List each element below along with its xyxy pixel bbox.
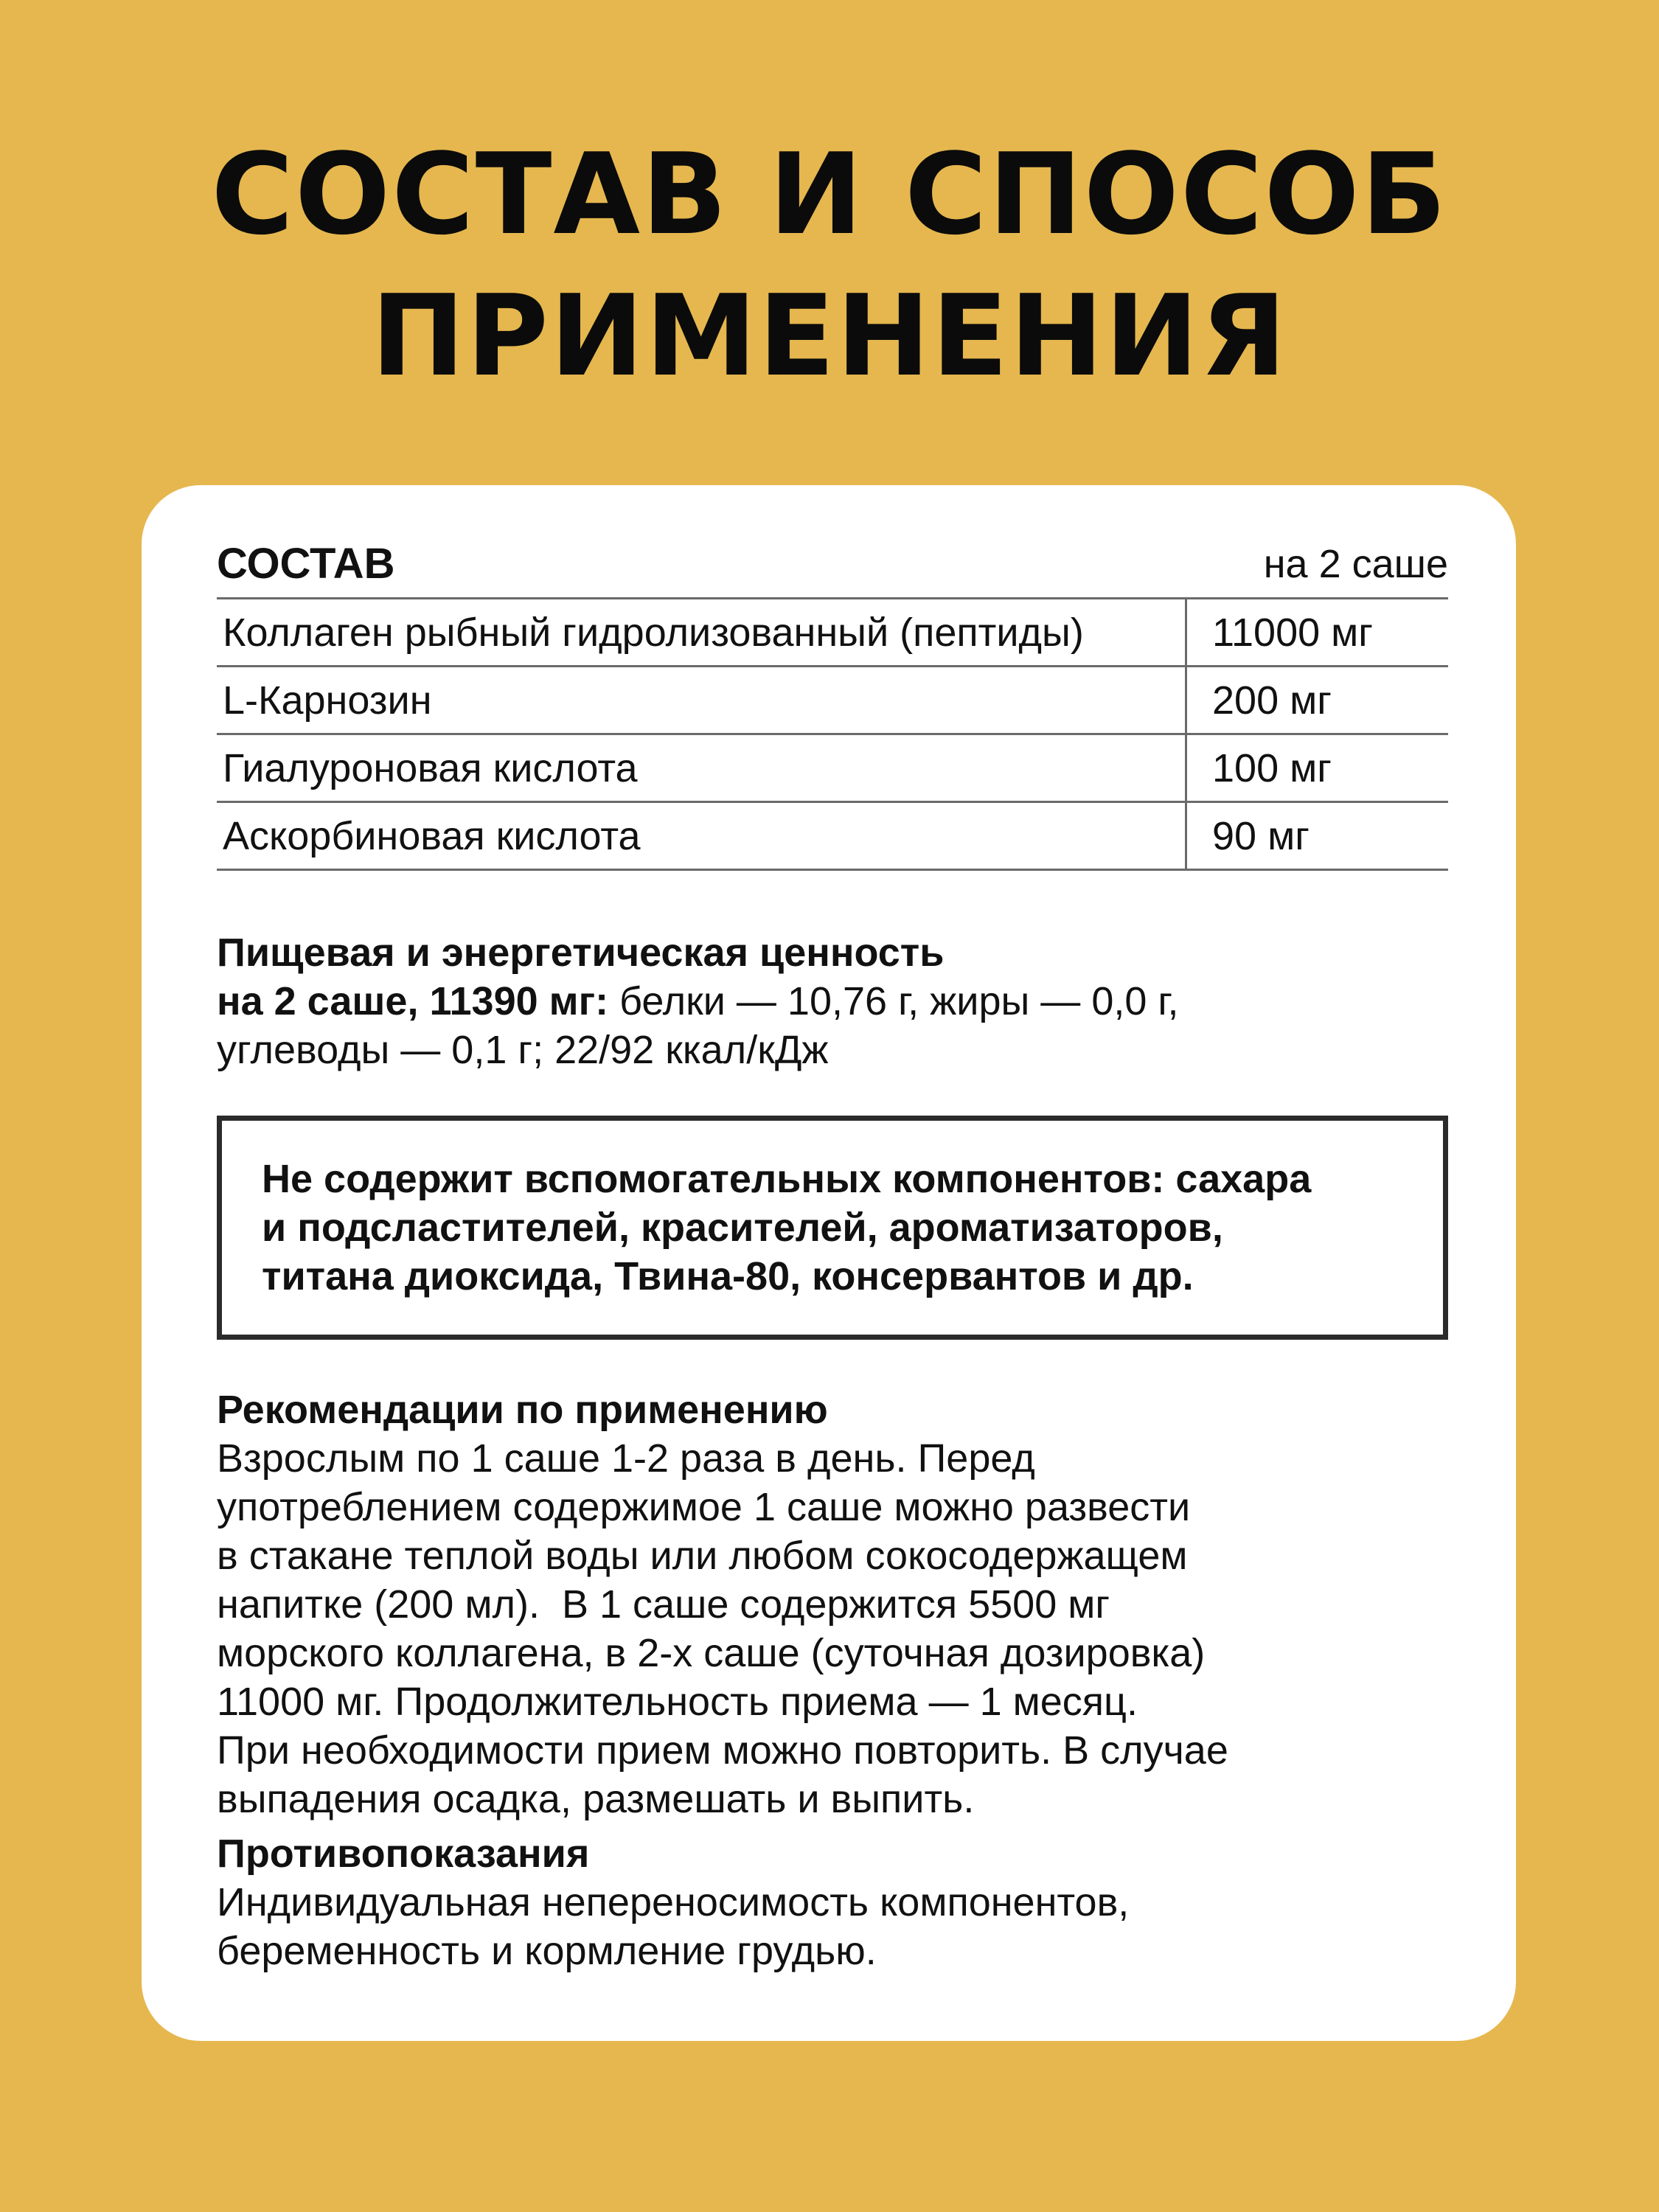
usage-line: в стакане теплой воды или любом сокосодержащем [217, 1534, 1188, 1578]
usage-line: выпадения осадка, размешать и выпить. [217, 1777, 975, 1821]
ingredient-name: Аскорбиновая кислота [217, 802, 1186, 870]
table-row [217, 802, 1448, 870]
excipients-notice [217, 1116, 1448, 1340]
ingredient-amount: 200 мг [1186, 667, 1449, 734]
table-row [217, 667, 1448, 734]
notice-line: титана диоксида, Твина-80, консервантов и др. [262, 1254, 1194, 1298]
ingredient-name: Гиалуроновая кислота [217, 734, 1186, 802]
nutrition-carbs-energy: углеводы — 0,1 г; 22/92 ккал/кДж [217, 1028, 829, 1072]
composition-heading: СОСТАВ [217, 540, 395, 588]
contraindications-text [217, 1878, 1448, 1975]
info-card [142, 485, 1516, 2041]
usage-section [217, 1385, 1448, 1823]
composition-header [217, 538, 1448, 590]
contraindications-section [217, 1829, 1448, 1975]
notice-line: и подсластителей, красителей, ароматизаторов, [262, 1206, 1223, 1250]
table-row [217, 734, 1448, 802]
composition-per-serving: на 2 саше [1263, 542, 1448, 586]
usage-heading: Рекомендации по применению [217, 1388, 828, 1432]
title-line-2: ПРИМЕНЕНИЯ [371, 271, 1288, 401]
usage-line: употреблением содержимое 1 саше можно развести [217, 1485, 1191, 1529]
ingredient-amount: 11000 мг [1186, 599, 1449, 667]
nutrition-heading: Пищевая и энергетическая ценность [217, 931, 945, 975]
table-row [217, 599, 1448, 667]
ingredient-amount: 90 мг [1186, 802, 1449, 870]
ingredient-name: L-Карнозин [217, 667, 1186, 734]
usage-text [217, 1434, 1448, 1823]
contraindications-line: беременность и кормление грудью. [217, 1929, 877, 1973]
notice-line: Не содержит вспомогательных компонентов: сахара [262, 1157, 1312, 1201]
card-content [217, 538, 1448, 1975]
contraindications-heading: Противопоказания [217, 1832, 590, 1876]
title-line-1: СОСТАВ И СПОСОБ [211, 129, 1448, 260]
composition-table [217, 597, 1448, 871]
nutrition-serving: на 2 саше, 11390 мг: [217, 979, 609, 1023]
page-title [0, 124, 1659, 407]
usage-line: морского коллагена, в 2-х саше (суточная дозировка) [217, 1631, 1206, 1675]
usage-line: При необходимости прием можно повторить. В случае [217, 1728, 1228, 1773]
contraindications-line: Индивидуальная непереносимость компонентов, [217, 1880, 1130, 1924]
nutrition-value [217, 928, 1448, 1074]
ingredient-amount: 100 мг [1186, 734, 1449, 802]
ingredient-name: Коллаген рыбный гидролизованный (пептиды) [217, 599, 1186, 667]
usage-line: напитке (200 мл). В 1 саше содержится 5500 мг [217, 1582, 1110, 1627]
usage-line: Взрослым по 1 саше 1-2 раза в день. Перед [217, 1436, 1035, 1481]
usage-line: 11000 мг. Продолжительность приема — 1 месяц. [217, 1680, 1138, 1724]
nutrition-proteins-fats: белки — 10,76 г, жиры — 0,0 г, [608, 979, 1179, 1023]
